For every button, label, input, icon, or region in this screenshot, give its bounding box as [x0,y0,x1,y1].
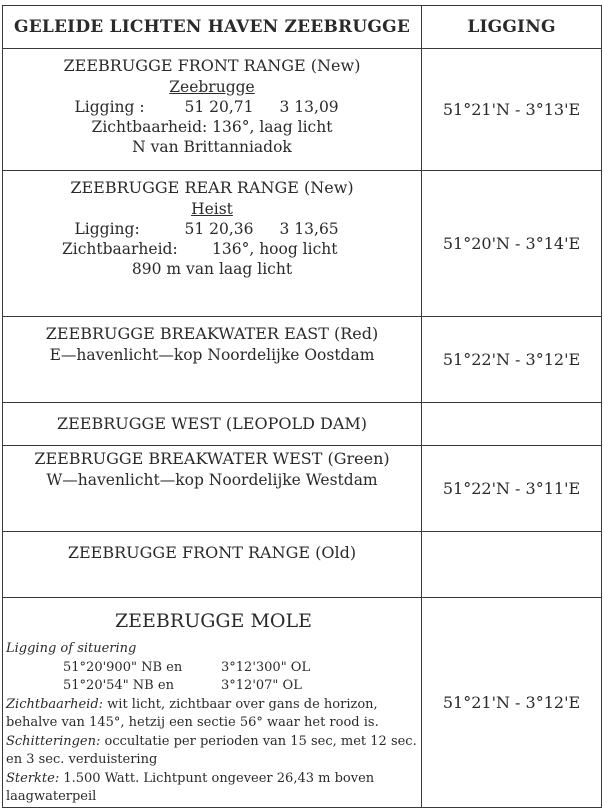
ligging-coord: 51°21'N - 3°13'E [422,49,602,171]
light-description [3,317,422,403]
light-title: ZEEBRUGGE FRONT RANGE (New) [63,56,361,75]
table-row [3,446,602,532]
position-lat: 51°20'54" NB en [63,678,174,693]
ligging-lat: 51 20,71 [184,98,254,116]
light-description [3,532,422,598]
light-title: ZEEBRUGGE MOLE [114,610,312,632]
position-lon: 3°12'300" OL [221,659,311,675]
extra-info: 890 m van laag licht [131,260,293,278]
ligging-lat: 51 20,36 [184,220,254,238]
zicht-value: 136°, hoog licht [212,240,338,258]
zicht-line [3,239,421,259]
ligging-line [3,219,421,239]
table-row [3,317,602,403]
zichtbaarheid: Zichtbaarheid: 136°, laag licht [91,118,333,136]
table-row [3,403,602,446]
light-description [3,446,422,532]
light-title: ZEEBRUGGE BREAKWATER EAST (Red) [45,324,379,343]
ligging-lon: 3 13,65 [279,220,339,238]
ligging-label: Ligging : [74,98,145,116]
light-place: Heist [191,200,233,218]
ligging-coord [422,403,602,446]
header-lights: GELEIDE LICHTEN HAVEN ZEEBRUGGE [3,6,422,49]
zicht-text: wit licht, zichtbaar over gans de horizon, behalve van 145°, hetzij een sectie 56° waar het rood is. [6,696,379,730]
ligging-line [3,97,421,117]
light-description [3,171,422,317]
ligging-coord [422,532,602,598]
light-desc: W—havenlicht—kop Noordelijke Westdam [46,471,378,489]
ligging-lon: 3 13,09 [279,98,339,116]
light-title: ZEEBRUGGE WEST (LEOPOLD DAM) [56,414,368,433]
position-lat: 51°20'900" NB en [63,659,183,675]
sterkte-label: Sterkte: [6,770,60,786]
schitteringen [6,733,421,770]
header-row [3,6,602,49]
table-row [3,171,602,317]
position-line [6,659,421,678]
header-ligging: LIGGING [422,6,602,49]
zichtbaarheid [6,696,421,733]
light-description [3,49,422,171]
ligging-label: Ligging: [74,220,140,238]
light-description [3,598,422,808]
ligging-coord: 51°22'N - 3°12'E [422,317,602,403]
extra-info: N van Brittanniadok [132,138,292,156]
table-row [3,598,602,808]
ligging-coord: 51°20'N - 3°14'E [422,171,602,317]
schitter-text: occultatie per perioden van 15 sec, met 12 sec. en 3 sec. verduistering [6,733,417,767]
light-description [3,403,422,446]
light-desc: E—havenlicht—kop Noordelijke Oostdam [49,346,375,364]
position-line [6,677,421,696]
schitter-label: Schitteringen: [6,733,101,749]
zicht-label: Zichtbaarheid: [62,240,178,258]
sterkte-text: 1.500 Watt. Lichtpunt ongeveer 26,43 m boven laagwaterpeil [6,770,375,804]
table-row [3,532,602,598]
ligging-coord: 51°21'N - 3°12'E [422,598,602,808]
position-lon: 3°12'07" OL [221,678,302,693]
light-title: ZEEBRUGGE REAR RANGE (New) [70,178,354,197]
light-title: ZEEBRUGGE BREAKWATER WEST (Green) [34,449,390,468]
ligging-label: Ligging of situering [6,641,137,656]
zicht-label: Zichtbaarheid: [6,696,104,712]
light-place: Zeebrugge [169,78,255,96]
light-title: ZEEBRUGGE FRONT RANGE (Old) [67,543,357,562]
ligging-coord: 51°22'N - 3°11'E [422,446,602,532]
lights-table [2,5,602,808]
table-row [3,49,602,171]
